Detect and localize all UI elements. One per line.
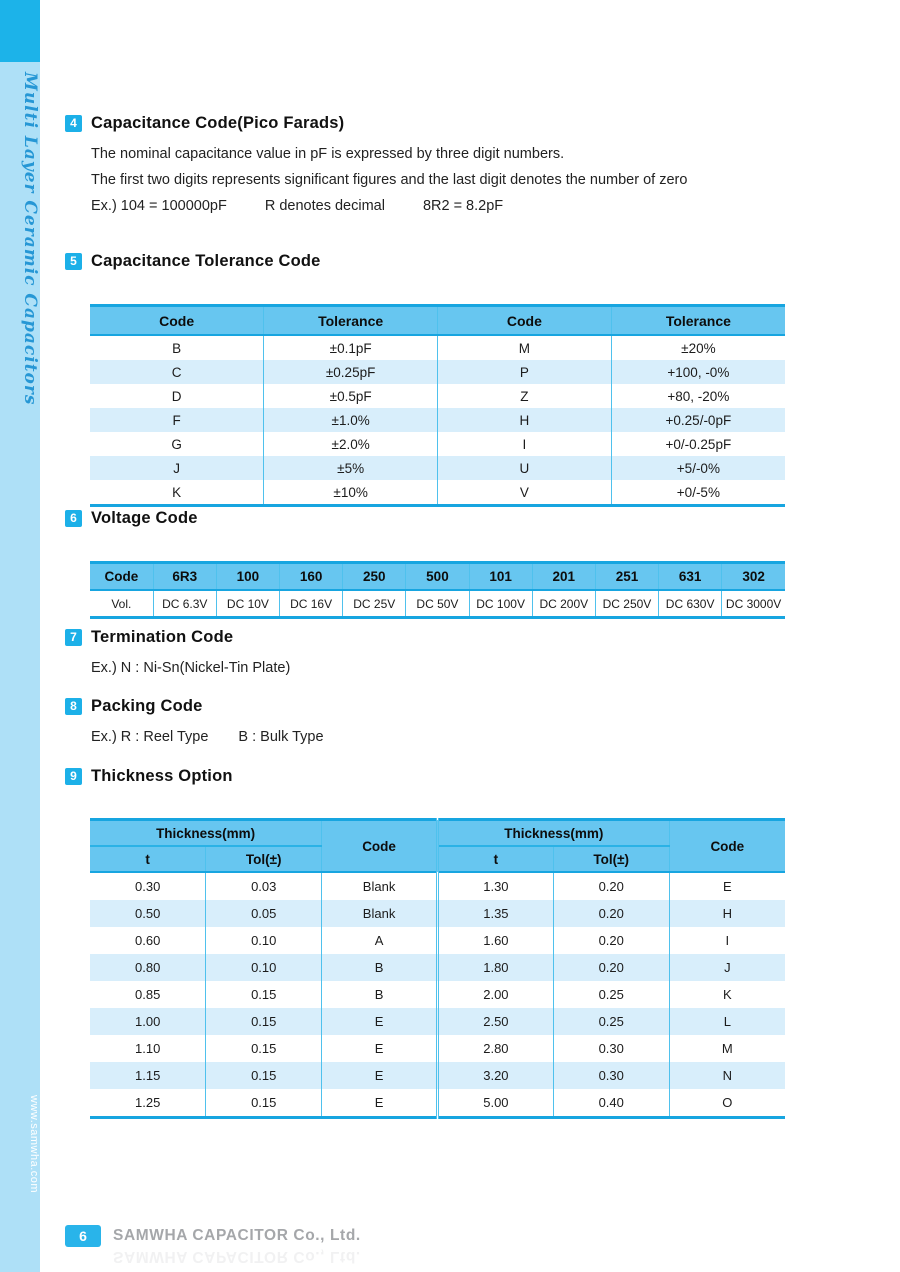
table-row: [90, 480, 785, 506]
section-title: Termination Code: [91, 627, 234, 646]
table-cell: 2.50: [437, 1008, 553, 1035]
paragraph-line: The first two digits represents significant figures and the last digit denotes the number of zero: [91, 172, 688, 189]
section-heading: [65, 766, 790, 786]
table-cell: 0.50: [135, 906, 161, 921]
table-cell: 0.15: [206, 1062, 322, 1089]
table-cell: t: [437, 846, 553, 872]
section-heading: [65, 696, 790, 716]
table-cell: ±5%: [264, 456, 438, 480]
table-cell: N: [669, 1062, 785, 1089]
table-row: [90, 927, 785, 954]
section-number-badge: 5: [65, 253, 82, 270]
table-cell: B: [322, 954, 438, 981]
table-cell: 0.85: [135, 987, 161, 1002]
table-cell: U: [438, 456, 612, 480]
table-cell: E: [669, 872, 785, 900]
section-capacitance-code: [65, 113, 790, 215]
table-cell: ±20%: [611, 335, 785, 360]
table-cell: +100, -0%: [611, 360, 785, 384]
table-cell: Tolerance: [611, 306, 785, 336]
table-cell: B: [322, 981, 438, 1008]
section-number-badge: 6: [65, 510, 82, 527]
table-row: [90, 900, 785, 927]
table-row: [90, 872, 785, 900]
table-cell: E: [322, 1035, 438, 1062]
table-cell: 0.15: [206, 1035, 322, 1062]
section-title: Packing Code: [91, 696, 203, 715]
table-cell: Thickness(mm): [90, 820, 322, 847]
table-cell: J: [173, 460, 180, 476]
company-name-reflection: SAMWHA CAPACITOR Co., Ltd.: [113, 1248, 361, 1265]
table-cell: E: [322, 1062, 438, 1089]
table-header: [90, 820, 785, 873]
table-cell: 0.03: [206, 872, 322, 900]
table-cell: 2.80: [437, 1035, 553, 1062]
example-part: Ex.) R : Reel Type: [91, 729, 209, 745]
table-cell: +0/-0.25pF: [611, 432, 785, 456]
table-cell: 0.10: [206, 927, 322, 954]
table-cell: Code: [438, 306, 612, 336]
table-cell: A: [322, 927, 438, 954]
table-cell: M: [669, 1035, 785, 1062]
table-cell: DC 16V: [280, 590, 343, 618]
table-cell: Vol.: [111, 596, 132, 611]
table-cell: ±2.0%: [264, 432, 438, 456]
sidebar-top-block: [0, 0, 40, 62]
table-cell: +0/-5%: [611, 480, 785, 506]
table-cell: V: [438, 480, 612, 506]
table-cell: 0.15: [206, 1008, 322, 1035]
section-title: Voltage Code: [91, 508, 198, 527]
page-number-badge: 6: [65, 1225, 101, 1247]
table-cell: 201: [532, 563, 595, 591]
table-cell: 6R3: [153, 563, 216, 591]
thickness-option-table: [90, 818, 785, 1119]
example-part: Ex.) 104 = 100000pF: [91, 198, 227, 215]
table-cell: H: [669, 900, 785, 927]
table-cell: 0.10: [206, 954, 322, 981]
table-cell: 0.20: [553, 927, 669, 954]
section-heading: [65, 251, 790, 271]
table-row: [90, 1089, 785, 1118]
company-name: [113, 1227, 361, 1265]
table-cell: H: [438, 408, 612, 432]
table-cell: +5/-0%: [611, 456, 785, 480]
section-heading: [65, 627, 790, 647]
table-cell: ±0.1pF: [264, 335, 438, 360]
table-cell: 1.10: [135, 1041, 161, 1056]
table-cell: 500: [406, 563, 469, 591]
table-cell: DC 630V: [659, 590, 722, 618]
table-cell: 5.00: [437, 1089, 553, 1118]
table-cell: ±10%: [264, 480, 438, 506]
sidebar-website-text: www.samwha.com: [28, 1095, 40, 1194]
table-cell: 160: [280, 563, 343, 591]
table-cell: 1.15: [135, 1068, 161, 1083]
table-cell: L: [669, 1008, 785, 1035]
table-cell: Tolerance: [264, 306, 438, 336]
table-row: [90, 360, 785, 384]
table-body: [90, 872, 785, 1118]
table-row: [90, 408, 785, 432]
table-row: [90, 1008, 785, 1035]
table-cell: Thickness(mm): [437, 820, 669, 847]
paragraph-line: The nominal capacitance value in pF is expressed by three digit numbers.: [91, 146, 565, 162]
section-number-badge: 9: [65, 768, 82, 785]
table-cell: 0.25: [553, 981, 669, 1008]
section-heading: [65, 508, 790, 528]
table-row: [90, 335, 785, 360]
table-cell: J: [669, 954, 785, 981]
table-cell: 631: [659, 563, 722, 591]
table-cell: DC 100V: [469, 590, 532, 618]
table-cell: 250: [343, 563, 406, 591]
table-cell: P: [438, 360, 612, 384]
table-cell: 0.20: [553, 954, 669, 981]
table-cell: 1.60: [437, 927, 553, 954]
table-cell: G: [171, 436, 182, 452]
table-cell: D: [171, 388, 182, 404]
table-cell: 0.30: [553, 1062, 669, 1089]
page-footer: [65, 1225, 361, 1265]
company-name-text: SAMWHA CAPACITOR Co., Ltd.: [113, 1227, 361, 1244]
table-cell: DC 10V: [216, 590, 279, 618]
table-cell: +80, -20%: [611, 384, 785, 408]
section-packing-code: [65, 696, 790, 746]
section-heading: [65, 113, 790, 133]
table-cell: K: [669, 981, 785, 1008]
table-cell: Z: [438, 384, 612, 408]
table-cell: Code: [90, 306, 264, 336]
table-body: [90, 335, 785, 506]
table-cell: M: [438, 335, 612, 360]
voltage-code-table: [90, 561, 785, 619]
table-row: [90, 820, 785, 847]
table-cell: Tol(±): [553, 846, 669, 872]
section-termination-code: [65, 627, 790, 677]
section-tolerance-code: [65, 251, 790, 507]
table-cell: I: [438, 432, 612, 456]
table-cell: O: [669, 1089, 785, 1118]
table-cell: C: [171, 364, 182, 380]
table-header: [90, 306, 785, 336]
table-row: [90, 1062, 785, 1089]
table-cell: E: [322, 1008, 438, 1035]
example-line: [91, 728, 790, 746]
table-header: [90, 563, 785, 591]
table-cell: K: [172, 484, 182, 500]
table-cell: DC 25V: [343, 590, 406, 618]
example-line: [91, 197, 790, 215]
table-cell: Blank: [322, 900, 438, 927]
example-part: B : Bulk Type: [238, 729, 324, 745]
table-cell: 1.30: [437, 872, 553, 900]
table-cell: I: [669, 927, 785, 954]
table-cell: DC 6.3V: [153, 590, 216, 618]
table-cell: 0.60: [135, 933, 161, 948]
example-part: 8R2 = 8.2pF: [422, 198, 504, 215]
section-title: Capacitance Code(Pico Farads): [91, 113, 345, 132]
table-cell: 0.20: [553, 872, 669, 900]
table-cell: 100: [216, 563, 279, 591]
example-line: Ex.) N : Ni-Sn(Nickel-Tin Plate): [91, 660, 291, 676]
table-cell: 1.80: [437, 954, 553, 981]
table-body: [90, 590, 785, 618]
table-cell: Blank: [322, 872, 438, 900]
table-cell: 0.05: [206, 900, 322, 927]
table-cell: Code: [90, 563, 153, 591]
table-cell: Tol(±): [206, 846, 322, 872]
table-cell: 0.30: [135, 879, 161, 894]
table-cell: Code: [322, 820, 438, 873]
table-cell: +0.25/-0pF: [611, 408, 785, 432]
section-voltage-code: [65, 508, 790, 619]
table-cell: DC 3000V: [722, 590, 785, 618]
table-row: [90, 954, 785, 981]
table-row: [90, 981, 785, 1008]
table-cell: t: [90, 846, 206, 872]
example-part: R denotes decimal: [264, 198, 385, 215]
table-row: [90, 590, 785, 618]
section-title: Thickness Option: [91, 766, 233, 785]
table-row: [90, 306, 785, 336]
table-cell: ±0.25pF: [264, 360, 438, 384]
table-row: [90, 563, 785, 591]
table-cell: DC 200V: [532, 590, 595, 618]
table-cell: DC 250V: [595, 590, 658, 618]
table-row: [90, 432, 785, 456]
table-cell: 302: [722, 563, 785, 591]
table-cell: 251: [595, 563, 658, 591]
table-cell: Code: [669, 820, 785, 873]
table-cell: 0.40: [553, 1089, 669, 1118]
table-cell: 101: [469, 563, 532, 591]
tolerance-code-table: [90, 304, 785, 507]
table-cell: 0.15: [206, 981, 322, 1008]
section-thickness-option: [65, 766, 790, 1119]
table-cell: B: [172, 340, 182, 356]
section-title: Capacitance Tolerance Code: [91, 251, 321, 270]
section-number-badge: 7: [65, 629, 82, 646]
table-cell: 1.00: [135, 1014, 161, 1029]
table-row: [90, 1035, 785, 1062]
table-cell: 0.15: [206, 1089, 322, 1118]
section-number-badge: 8: [65, 698, 82, 715]
table-cell: 0.80: [135, 960, 161, 975]
table-cell: 1.35: [437, 900, 553, 927]
table-cell: 0.20: [553, 900, 669, 927]
table-cell: E: [322, 1089, 438, 1118]
table-cell: ±1.0%: [264, 408, 438, 432]
table-cell: 3.20: [437, 1062, 553, 1089]
table-cell: DC 50V: [406, 590, 469, 618]
table-cell: 0.25: [553, 1008, 669, 1035]
table-cell: 2.00: [437, 981, 553, 1008]
table-row: [90, 456, 785, 480]
table-row: [90, 384, 785, 408]
table-cell: F: [172, 412, 181, 428]
table-cell: 0.30: [553, 1035, 669, 1062]
section-number-badge: 4: [65, 115, 82, 132]
sidebar-vertical-title: Multi Layer Ceramic Capacitors: [20, 72, 40, 406]
table-cell: 1.25: [135, 1095, 161, 1110]
table-cell: ±0.5pF: [264, 384, 438, 408]
